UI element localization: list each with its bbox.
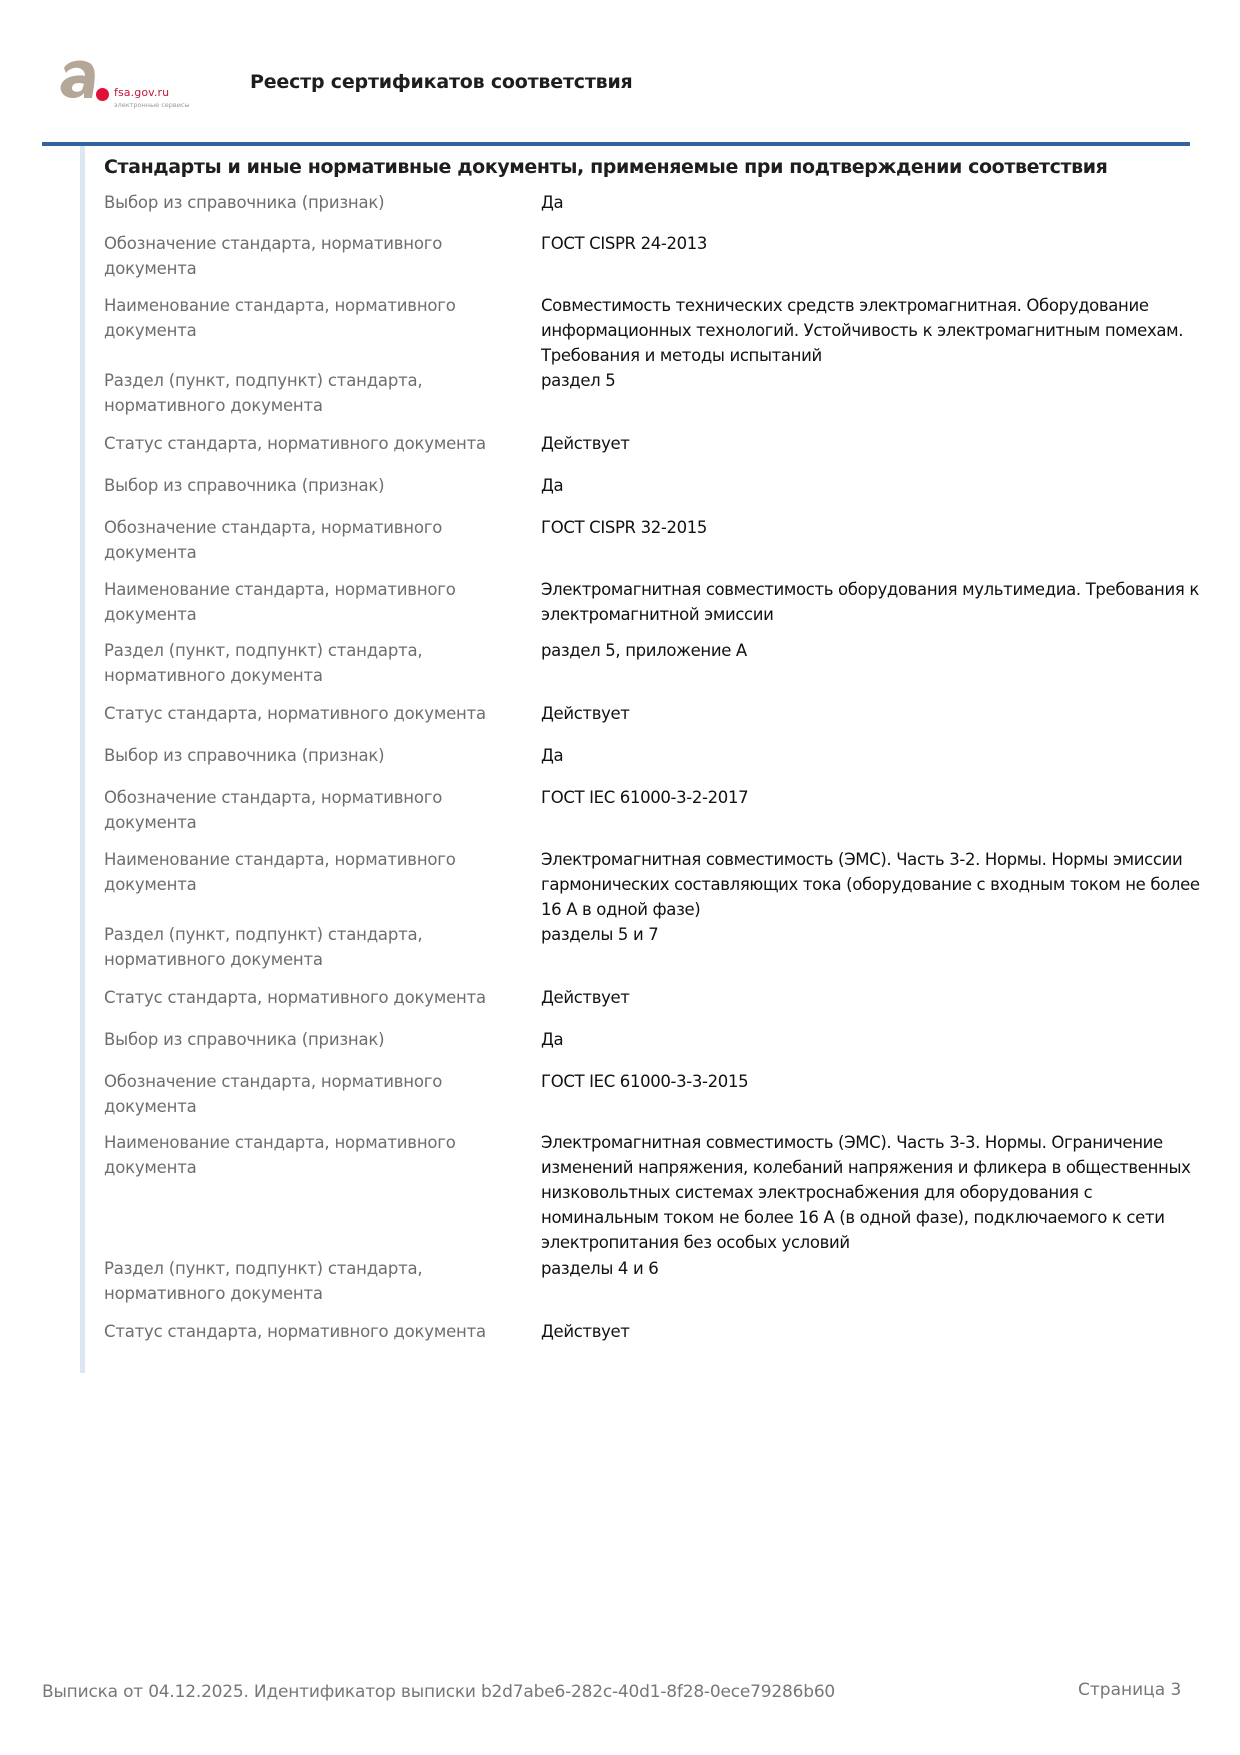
field-label: Наименование стандарта, нормативного документа [104,296,456,340]
field-value: Да [541,1030,564,1049]
field-value: Электромагнитная совместимость оборудования мультимедиа. Требования к электромагнитной эмиссии [541,580,1199,624]
page-title: Реестр сертификатов соответствия [250,71,633,93]
field-label: Наименование стандарта, нормативного документа [104,580,456,624]
logo-subtitle: электронные сервисы [114,101,190,109]
field-value: Действует [541,434,630,453]
field-label: Раздел (пункт, подпункт) стандарта, нормативного документа [104,925,423,969]
field-value: Электромагнитная совместимость (ЭМС). Часть 3-2. Нормы. Нормы эмиссии гармонических составляющих тока (оборудование с входным током не более 16 А в одной фазе) [541,850,1200,919]
field-label: Выбор из справочника (признак) [104,1030,385,1049]
field-value: ГОСТ IEC 61000-3-2-2017 [541,788,749,807]
field-value: ГОСТ CISPR 24-2013 [541,234,708,253]
field-value: Да [541,746,564,765]
field-label: Статус стандарта, нормативного документа [104,988,486,1007]
field-value: раздел 5 [541,371,616,390]
field-label: Обозначение стандарта, нормативного документа [104,788,443,832]
logo-dot [96,88,109,101]
field-label: Наименование стандарта, нормативного документа [104,850,456,894]
field-label: Выбор из справочника (признак) [104,193,385,212]
field-label: Раздел (пункт, подпункт) стандарта, нормативного документа [104,371,423,415]
section-side-bar [80,146,85,1373]
field-value: разделы 5 и 7 [541,925,659,944]
field-label: Обозначение стандарта, нормативного документа [104,1072,443,1116]
field-label: Выбор из справочника (признак) [104,476,385,495]
field-label: Обозначение стандарта, нормативного документа [104,234,443,278]
extract-info: Выписка от 04.12.2025. Идентификатор выписки b2d7abe6-282c-40d1-8f28-0ece79286b60 [42,1682,836,1702]
field-value: Да [541,193,564,212]
field-label: Раздел (пункт, подпункт) стандарта, нормативного документа [104,641,423,685]
field-label: Статус стандарта, нормативного документа [104,1322,486,1341]
page-number: Страница 3 [1078,1680,1182,1700]
field-value: Действует [541,1322,630,1341]
logo-site-name: fsa.gov.ru [114,86,170,99]
section-title: Стандарты и иные нормативные документы, применяемые при подтверждении соответствия [104,156,1108,178]
field-value: раздел 5, приложение А [541,641,747,660]
field-value: Да [541,476,564,495]
header-divider [42,142,1190,146]
field-label: Раздел (пункт, подпункт) стандарта, нормативного документа [104,1259,423,1303]
field-value: Совместимость технических средств электромагнитная. Оборудование информационных технологий. Устойчивость к электромагнитным помехам. Требования и методы испытаний [541,296,1184,365]
field-label: Обозначение стандарта, нормативного документа [104,518,443,562]
field-label: Статус стандарта, нормативного документа [104,704,486,723]
field-label: Выбор из справочника (признак) [104,746,385,765]
field-value: ГОСТ IEC 61000-3-3-2015 [541,1072,749,1091]
field-value: Действует [541,704,630,723]
field-value: Действует [541,988,630,1007]
field-value: ГОСТ CISPR 32-2015 [541,518,708,537]
field-value: разделы 4 и 6 [541,1259,659,1278]
fsa-logo [58,58,208,114]
field-label: Наименование стандарта, нормативного документа [104,1133,456,1177]
field-label: Статус стандарта, нормативного документа [104,434,486,453]
field-value: Электромагнитная совместимость (ЭМС). Часть 3-3. Нормы. Ограничение изменений напряжения, колебаний напряжения и фликера в общественных низковольтных системах электроснабжения для оборудования с номинальным током не более 16 А (в одной фазе), подключаемого к сети электропитания без особых условий [541,1133,1191,1252]
